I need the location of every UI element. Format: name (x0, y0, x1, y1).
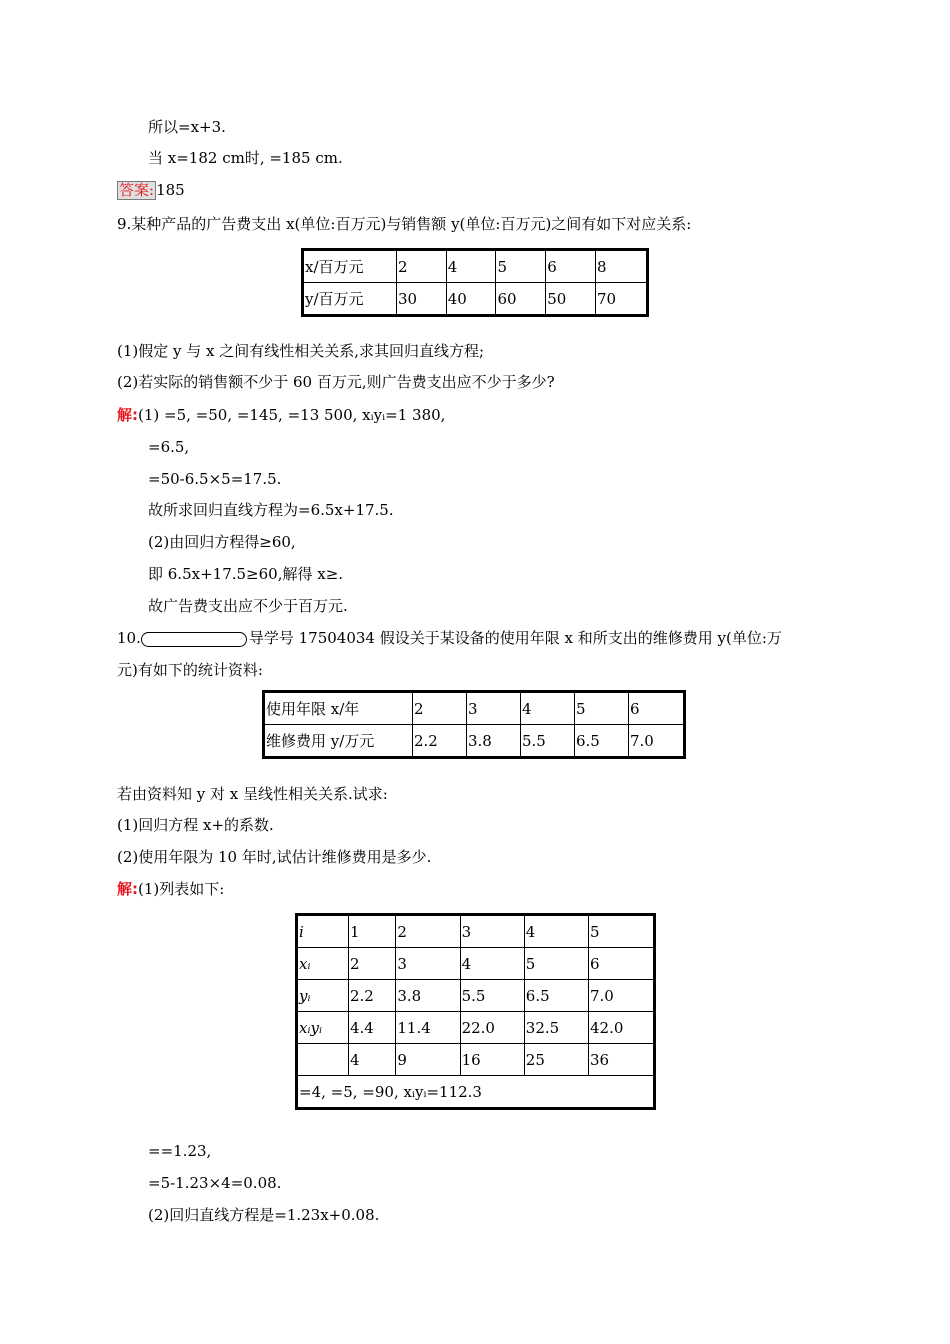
table-cell: 16 (460, 1044, 524, 1076)
solution-9-line (117, 405, 445, 425)
table-cell: 22.0 (460, 1012, 524, 1044)
table-cell: 5 (588, 915, 654, 948)
table-cell: 使用年限 x/年 (264, 692, 413, 725)
table-cell: 4 (349, 1044, 396, 1076)
table-cell: 5.5 (520, 725, 574, 758)
table-cell: 6 (588, 948, 654, 980)
question-10-part-2: (2)使用年限为 10 年时,试估计维修费用是多少. (117, 848, 432, 866)
table-cell: 5 (574, 692, 628, 725)
table-row (297, 1076, 655, 1109)
table-cell: 60 (496, 283, 546, 316)
table-cell: 36 (588, 1044, 654, 1076)
table-footer-cell: =4, =5, =90, xᵢyᵢ=112.3 (297, 1076, 655, 1109)
table-cell: 6.5 (524, 980, 588, 1012)
solution-line: 即 6.5x+17.5≥60,解得 x≥. (148, 565, 344, 583)
cell-text: xᵢyᵢ (299, 1018, 322, 1037)
table-cell: 4.4 (349, 1012, 396, 1044)
table-cell: 2 (349, 948, 396, 980)
text-line: 当 x=182 cm时, =185 cm. (148, 149, 343, 167)
table-cell: 3 (466, 692, 520, 725)
solution-text: (1) =5, =50, =145, =13 500, xᵢyᵢ=1 380, (138, 406, 446, 424)
table-cell: 3 (460, 915, 524, 948)
answer-value: 185 (156, 181, 185, 199)
table-cell: 2 (413, 692, 467, 725)
question-10-intro: 若由资料知 y 对 x 呈线性相关关系.试求: (117, 785, 388, 803)
solution-line: 故所求回归直线方程为=6.5x+17.5. (148, 501, 394, 519)
table-cell: 9 (396, 1044, 460, 1076)
table-cell: 6 (546, 250, 596, 283)
solution-line: (2)回归直线方程是=1.23x+0.08. (148, 1206, 380, 1224)
cell-text: i (299, 922, 304, 941)
table-cell: 3.8 (466, 725, 520, 758)
table-cell: 11.4 (396, 1012, 460, 1044)
table-cell: 4 (446, 250, 496, 283)
table-cell (297, 980, 349, 1012)
table-cell (297, 1044, 349, 1076)
table-cell: 7.0 (628, 725, 684, 758)
table-cell: 8 (595, 250, 647, 283)
question-10-title-cont: 元)有如下的统计资料: (117, 661, 263, 679)
question-9-part-2: (2)若实际的销售额不少于 60 百万元,则广告费支出应不少于多少? (117, 373, 555, 391)
table-cell: y/百万元 (303, 283, 397, 316)
question-10-title (117, 628, 782, 648)
text-line: 所以=x+3. (148, 118, 226, 136)
solution-line: =5-1.23×4=0.08. (148, 1174, 282, 1192)
table-cell: 5 (496, 250, 546, 283)
table-cell (297, 948, 349, 980)
question-number: 10. (117, 629, 141, 647)
question-9-title: 9.某种产品的广告费支出 x(单位:百万元)与销售额 y(单位:百万元)之间有如下对应关系: (117, 215, 692, 233)
table-cell: 4 (460, 948, 524, 980)
solution-label: 解: (117, 880, 138, 898)
solution-10-line (117, 879, 224, 899)
table-cell: x/百万元 (303, 250, 397, 283)
table-cell: 2 (396, 915, 460, 948)
table-cell: 1 (349, 915, 396, 948)
table-row (303, 250, 648, 283)
table-cell: 32.5 (524, 1012, 588, 1044)
question-text: 导学号 17504034 假设关于某设备的使用年限 x 和所支出的维修费用 y(单位:万 (248, 629, 782, 647)
table-cell (297, 915, 349, 948)
answer-line (117, 180, 185, 200)
table-cell: 3.8 (396, 980, 460, 1012)
table-cell: 4 (524, 915, 588, 948)
table-row (297, 1012, 655, 1044)
table-cell: 2 (397, 250, 447, 283)
table-cell: 2.2 (349, 980, 396, 1012)
table-row (297, 915, 655, 948)
table-row (297, 980, 655, 1012)
cell-text: yᵢ (299, 986, 311, 1005)
solution-label: 解: (117, 406, 138, 424)
table-cell: 30 (397, 283, 447, 316)
table-cell: 5.5 (460, 980, 524, 1012)
table-cell: 50 (546, 283, 596, 316)
table-cell: 7.0 (588, 980, 654, 1012)
table-cell: 维修费用 y/万元 (264, 725, 413, 758)
rounded-box-icon (141, 632, 247, 647)
table-cell: 5 (524, 948, 588, 980)
cell-text: xᵢ (299, 954, 311, 973)
question-10-part-1: (1)回归方程 x+的系数. (117, 816, 274, 834)
table-q10 (262, 690, 686, 759)
table-cell: 2.2 (413, 725, 467, 758)
table-cell (297, 1012, 349, 1044)
table-cell: 4 (520, 692, 574, 725)
solution-line: (2)由回归方程得≥60, (148, 533, 296, 551)
answer-tag: 答案: (119, 181, 155, 199)
table-cell: 6 (628, 692, 684, 725)
table-cell: 70 (595, 283, 647, 316)
solution-line: 故广告费支出应不少于百万元. (148, 597, 348, 615)
table-cell: 3 (396, 948, 460, 980)
table-row (297, 1044, 655, 1076)
table-cell: 40 (446, 283, 496, 316)
table-q9 (301, 248, 649, 317)
solution-line: =50-6.5×5=17.5. (148, 470, 282, 488)
table-row (264, 725, 685, 758)
table-cell: 6.5 (574, 725, 628, 758)
table-cell: 42.0 (588, 1012, 654, 1044)
table-row (303, 283, 648, 316)
table-row (297, 948, 655, 980)
solution-text: (1)列表如下: (138, 880, 225, 898)
table-q10-computation (295, 913, 656, 1110)
solution-line: =6.5, (148, 438, 190, 456)
table-row (264, 692, 685, 725)
solution-line: ==1.23, (148, 1142, 212, 1160)
table-cell: 25 (524, 1044, 588, 1076)
question-9-part-1: (1)假定 y 与 x 之间有线性相关关系,求其回归直线方程; (117, 342, 485, 360)
